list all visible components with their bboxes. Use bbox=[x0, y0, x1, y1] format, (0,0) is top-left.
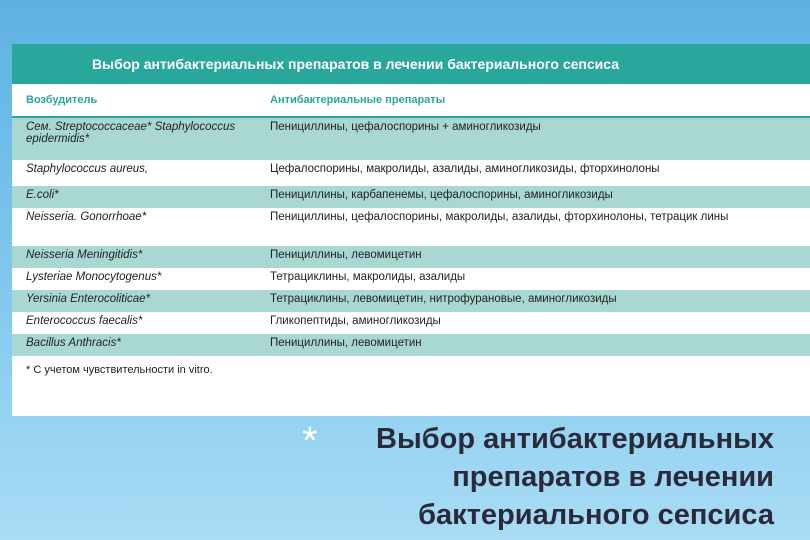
drugs-cell: Тетрациклины, левомицетин, нитрофурановые, аминогликозиды bbox=[270, 293, 617, 305]
table-row bbox=[12, 186, 810, 208]
drugs-cell: Гликопептиды, аминогликозиды bbox=[270, 315, 441, 327]
table-row bbox=[12, 334, 810, 356]
drugs-cell: Пенициллины, левомицетин bbox=[270, 249, 422, 261]
pathogen-cell: Yersinia Enterocoliticae* bbox=[26, 293, 151, 305]
table-row bbox=[12, 246, 810, 268]
table-body bbox=[12, 118, 810, 356]
slide-caption bbox=[304, 420, 774, 534]
drugs-cell: Пенициллины, цефалоспорины + аминогликозиды bbox=[270, 121, 541, 133]
pathogen-cell: Neisseria. Gonorrhoae* bbox=[26, 211, 147, 223]
pathogen-cell: Enterococcus faecalis* bbox=[26, 315, 143, 327]
pathogen-cell: Neisseria Meningitidis* bbox=[26, 249, 143, 261]
drugs-cell: Пенициллины, цефалоспорины, макролиды, азалиды, фторхинолоны, тетрацик лины bbox=[270, 211, 729, 223]
column-header-drugs: Антибактериальные препараты bbox=[270, 94, 446, 106]
pathogen-cell: Staphylococcus aureus, bbox=[26, 163, 149, 175]
table-row bbox=[12, 208, 810, 246]
column-headers bbox=[12, 84, 810, 118]
pathogen-cell: Сем. Streptococcaceae* Staphylococcus epidermidis* bbox=[26, 121, 236, 145]
table-title: Выбор антибактериальных препаратов в лечении бактериального сепсиса bbox=[12, 44, 810, 84]
table-footnote: * С учетом чувствительности in vitro. bbox=[26, 364, 213, 376]
drugs-cell: Цефалоспорины, макролиды, азалиды, аминогликозиды, фторхинолоны bbox=[270, 163, 660, 175]
antibiotics-table bbox=[12, 44, 810, 416]
table-row bbox=[12, 160, 810, 186]
column-header-pathogen: Возбудитель bbox=[26, 94, 98, 106]
drugs-cell: Тетрациклины, макролиды, азалиды bbox=[270, 271, 466, 283]
pathogen-cell: E.coli* bbox=[26, 189, 59, 201]
table-row bbox=[12, 312, 810, 334]
table-row bbox=[12, 118, 810, 160]
table-row bbox=[12, 290, 810, 312]
pathogen-cell: Bacillus Anthracis* bbox=[26, 337, 121, 349]
drugs-cell: Пенициллины, карбапенемы, цефалоспорины, аминогликозиды bbox=[270, 189, 613, 201]
bullet-star: * bbox=[302, 419, 318, 463]
table-row bbox=[12, 268, 810, 290]
caption-text: Выбор антибактериальных препаратов в лечении бактериального сепсиса bbox=[376, 423, 774, 531]
drugs-cell: Пенициллины, левомицетин bbox=[270, 337, 422, 349]
pathogen-cell: Lysteriae Monocytogenus* bbox=[26, 271, 162, 283]
